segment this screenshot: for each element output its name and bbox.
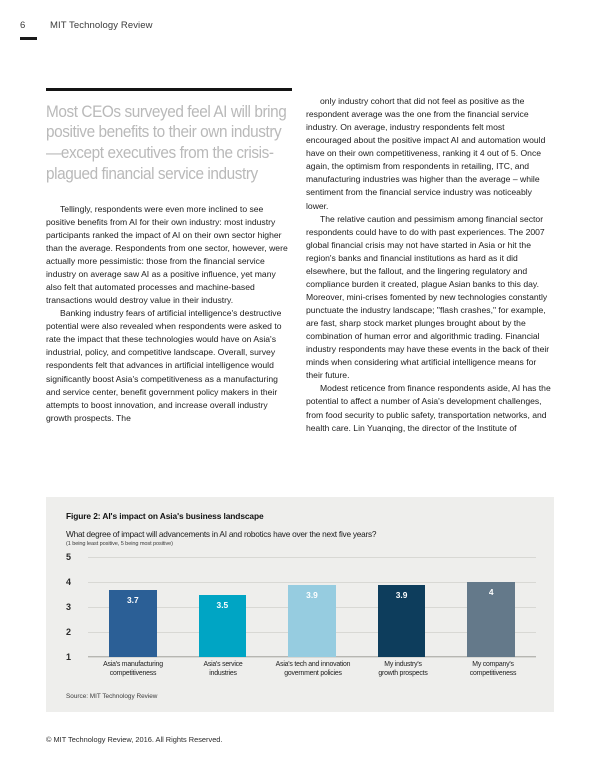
page-number: 6 — [20, 20, 26, 31]
chart-bar — [109, 590, 156, 658]
running-header — [20, 20, 580, 44]
chart-x-tick-label-line: government policies — [284, 670, 342, 678]
figure-source: Source: MIT Technology Review — [66, 693, 158, 700]
chart-x-tick-label — [268, 660, 358, 678]
chart-bar-value-label: 3.7 — [126, 594, 139, 605]
chart-gridline — [88, 557, 536, 558]
chart-bar-value-label: 4 — [488, 587, 494, 597]
chart-gridline — [88, 657, 536, 658]
chart-y-tick-label: 1 — [66, 652, 72, 662]
chart-x-tick-label-line: competitiveness — [109, 670, 157, 678]
pullquote-rule — [46, 88, 292, 91]
chart-bar — [467, 582, 514, 657]
header-rule — [20, 37, 37, 40]
chart-x-tick-label — [448, 660, 538, 678]
chart-y-tick-label: 3 — [66, 602, 72, 612]
bar-chart — [66, 552, 536, 662]
chart-y-tick-label: 5 — [66, 552, 72, 562]
chart-bar — [378, 585, 425, 658]
chart-x-tick-label — [178, 660, 268, 678]
chart-x-tick-label-line: Asia's manufacturing — [103, 661, 163, 668]
left-column — [46, 88, 292, 425]
chart-x-tick-label-line: My company's — [472, 661, 514, 668]
chart-bar-value-label: 3.9 — [306, 589, 318, 600]
publication-name: MIT Technology Review — [50, 20, 153, 31]
chart-x-tick-label-line: growth prospects — [378, 670, 428, 678]
body-paragraph: The relative caution and pessimism among financial sector respondents could have to do with past experiences. The 2007 global financial crisis may not have started in Asia or hit the region's banks and financial institutions as hard as it did elsewhere, but the fallout, and the lingering regulatory and compliance burden it created, plague Asian banks to this day. Moreover, mini-crises fomented by new technologies constantly punctuate the industry landscape; "flash crashes," for example, are fast, sharp stock market plunges brought about by the combination of human error and algorithmic trading. Financial industry respondents may have these events in the back of their minds when considering what artificial intelligence means for their future. — [306, 213, 550, 381]
figure-title: Figure 2: AI's impact on Asia's business landscape — [66, 511, 264, 521]
body-paragraph: Modest reticence from finance respondents aside, AI has the potential to affect a number of Asia's development challenges, from food security to public safety, transportation networks, and health care. Lin Yuanqing, the director of the Institute of — [306, 383, 551, 433]
chart-x-tick-label-line: Asia's service — [203, 661, 243, 668]
body-paragraph: Tellingly, respondents were even more inclined to see positive benefits from AI for their own industry: most industry participants ranked the impact of AI on their own sector higher than the average. Respondents from one sector, however, were actually more pessimistic: those from the financial service industry on average saw AI as a positive influence, yet many also felt that automated processes and machine-based transactions would destroy value in their industry. — [46, 203, 288, 306]
chart-y-tick-label: 4 — [66, 577, 72, 587]
chart-x-tick-label — [88, 660, 178, 678]
figure-panel — [46, 497, 554, 712]
chart-x-tick-label-line: My industry's — [384, 661, 422, 668]
chart-x-tick-label-line: Asia's tech and innovation — [275, 661, 351, 668]
chart-bar-value-label: 3.9 — [395, 589, 408, 600]
figure-subtitle: What degree of impact will advancements in AI and robotics have over the next five years? — [66, 529, 377, 539]
right-column — [306, 95, 552, 435]
copyright-footer: © MIT Technology Review, 2016. All Rights Reserved. — [46, 735, 223, 744]
chart-x-tick-label — [358, 660, 448, 678]
pull-quote: Most CEOs surveyed feel AI will bring positive benefits to their own industry—except executives from the crisis-plagued financial service industry — [46, 102, 287, 183]
chart-bar — [288, 585, 335, 658]
chart-y-tick-label: 2 — [66, 627, 72, 637]
chart-bar — [199, 595, 246, 658]
chart-x-axis-labels — [88, 660, 538, 690]
body-paragraph: Banking industry fears of artificial intelligence's destructive potential were also revealed when respondents were asked to rate the impact that these technologies would have on Asia's industrial, policy, and competitive landscape. Overall, survey respondents felt that advances in artificial intelligence would significantly boost Asia's competitiveness as a manufacturing and service center, benefit government policy makers in their attempts to boost innovation, and increase overall industry growth prospects. The — [46, 308, 282, 423]
chart-bar-value-label: 3.5 — [216, 599, 229, 610]
chart-x-tick-label-line: industries — [209, 670, 237, 678]
body-paragraph: only industry cohort that did not feel as positive as the respondent average was the one from the financial service industry. On average, industry respondents felt most encouraged about the positive impact AI and automation would have on their own competitiveness, ranking it 4 out of 5. Once again, the optimism from respondents in retailing, ITC, and manufacturing industries was higher than the average – while sentiment from the financial service industry was noticeably lower. — [306, 96, 546, 211]
chart-x-tick-label-line: competitiveness — [469, 670, 517, 678]
chart-plot-area — [88, 557, 536, 657]
figure-scale-note: (1 being least positive, 5 being most positive) — [66, 541, 173, 547]
